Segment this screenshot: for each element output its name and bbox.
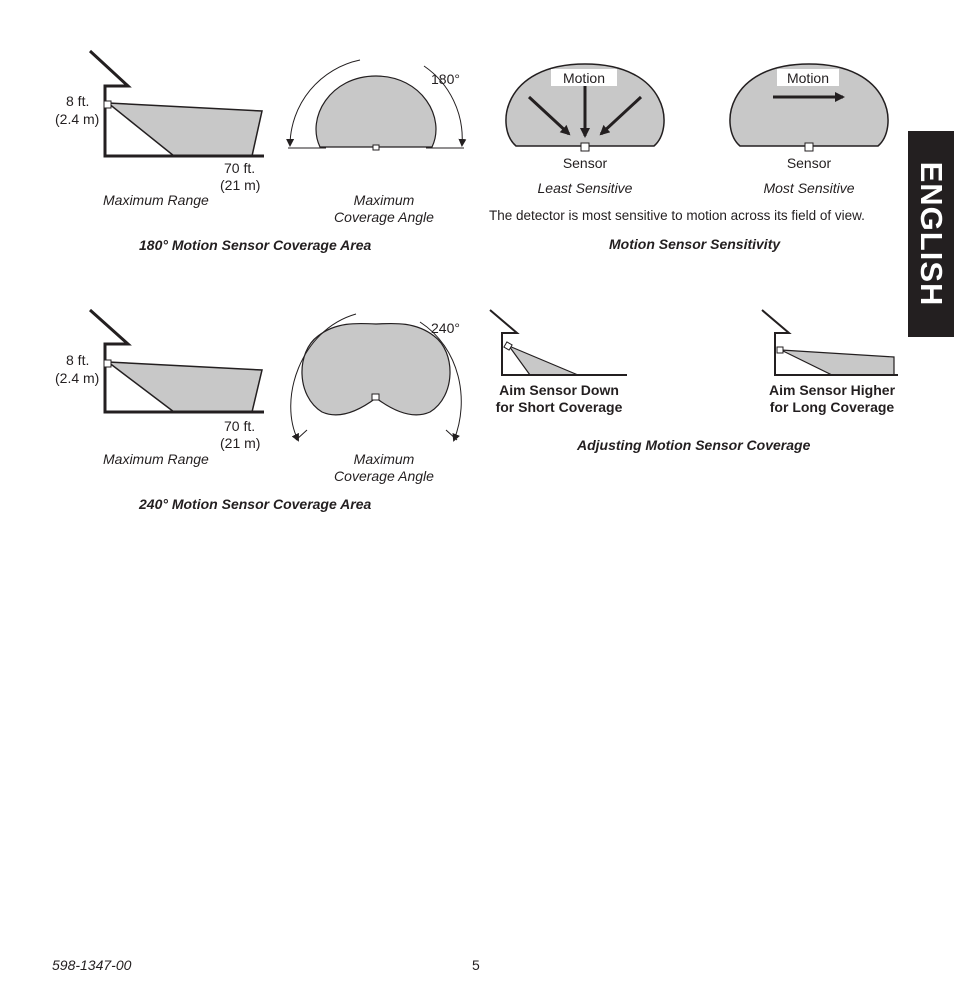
adjusting-title: Adjusting Motion Sensor Coverage xyxy=(577,437,811,453)
most-motion-label: Motion xyxy=(786,70,830,86)
most-sensitive-caption: Most Sensitive xyxy=(763,180,855,196)
max-range-caption-240: Maximum Range xyxy=(103,451,209,467)
section-title-180: 180° Motion Sensor Coverage Area xyxy=(139,237,372,253)
angle-label-180: 180° xyxy=(431,71,460,87)
section-title-240: 240° Motion Sensor Coverage Area xyxy=(139,496,372,512)
part-number: 598-1347-00 xyxy=(52,957,132,973)
language-tab xyxy=(908,131,954,337)
aim-down-line2: for Short Coverage xyxy=(495,399,623,415)
height-label-240-m: (2.4 m) xyxy=(55,370,100,386)
height-label-180-ft: 8 ft. xyxy=(66,93,90,109)
language-tab-label: ENGLISH xyxy=(914,161,949,307)
height-label-180-m: (2.4 m) xyxy=(55,111,100,127)
angle-label-240: 240° xyxy=(431,320,460,336)
sensitivity-note: The detector is most sensitive to motion across its field of view. xyxy=(489,208,865,223)
max-range-caption-180: Maximum Range xyxy=(103,192,209,208)
angle-caption-180-line2: Coverage Angle xyxy=(334,209,434,225)
sensitivity-title: Motion Sensor Sensitivity xyxy=(609,236,781,252)
aim-down-line1: Aim Sensor Down xyxy=(499,382,619,398)
aim-down-diagram xyxy=(490,310,627,375)
range-label-240-ft: 70 ft. xyxy=(224,418,256,434)
range-label-240-m: (21 m) xyxy=(220,435,261,451)
least-sensor-label: Sensor xyxy=(562,155,608,171)
aim-higher-line2: for Long Coverage xyxy=(769,399,895,415)
angle-caption-180-line1: Maximum xyxy=(353,192,415,208)
aim-higher-diagram xyxy=(762,310,898,375)
least-sensitive-caption: Least Sensitive xyxy=(537,180,633,196)
aim-higher-line1: Aim Sensor Higher xyxy=(768,382,896,398)
most-sensor-label: Sensor xyxy=(786,155,832,171)
page-number: 5 xyxy=(472,957,480,973)
range-label-180-m: (21 m) xyxy=(220,177,261,193)
angle-caption-240-line1: Maximum xyxy=(353,451,415,467)
height-label-240-ft: 8 ft. xyxy=(66,352,90,368)
side-view-180 xyxy=(90,51,264,156)
side-view-240 xyxy=(90,310,264,412)
angle-caption-240-line2: Coverage Angle xyxy=(334,468,434,484)
least-motion-label: Motion xyxy=(562,70,606,86)
range-label-180-ft: 70 ft. xyxy=(224,160,256,176)
